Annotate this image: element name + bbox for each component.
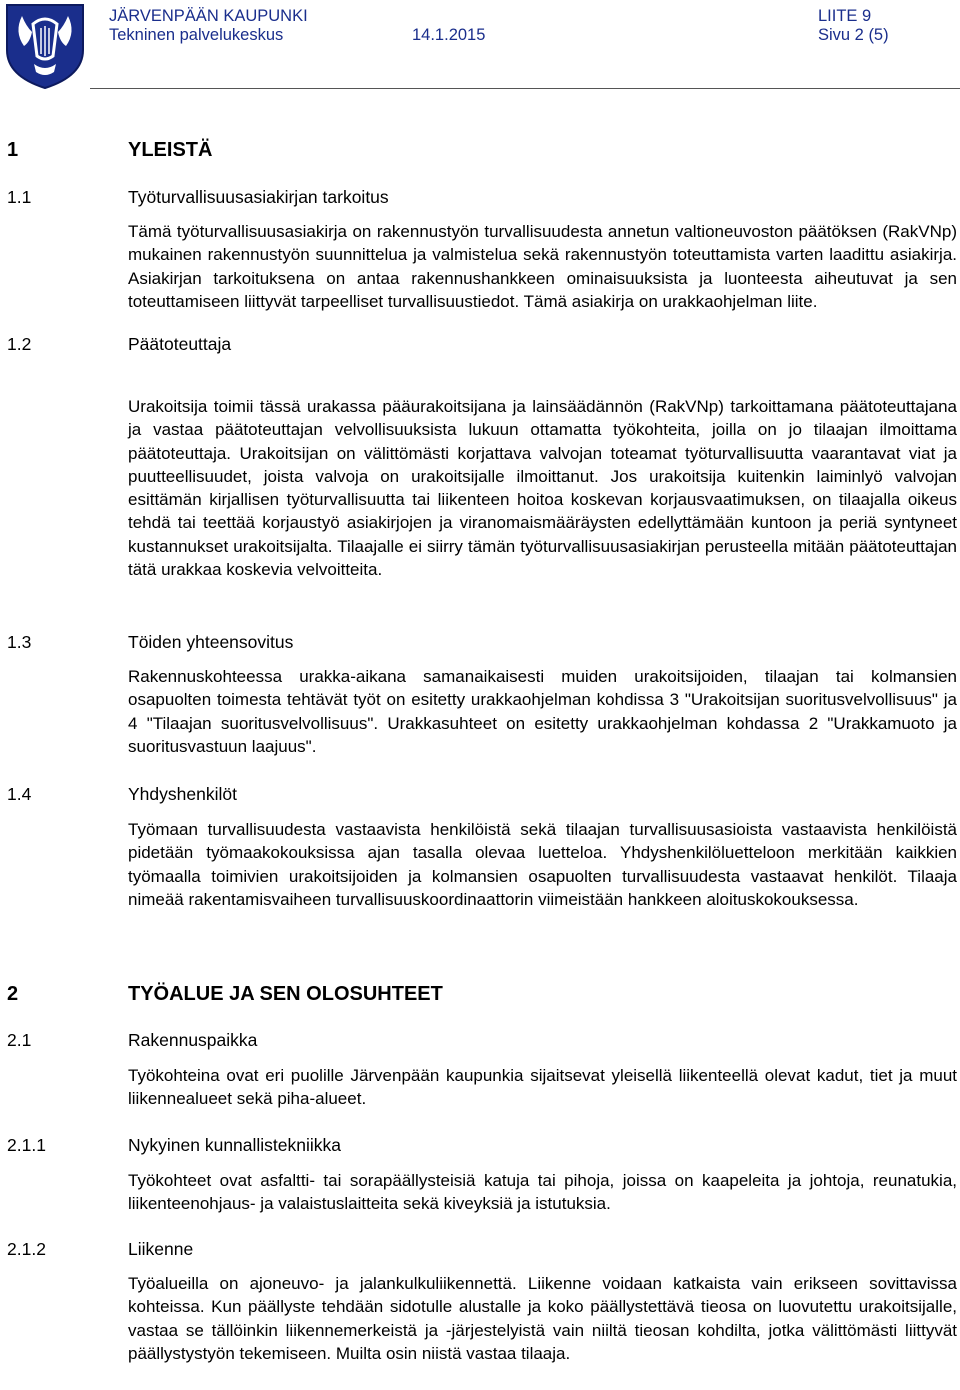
header-department: Tekninen palvelukeskus xyxy=(109,26,284,44)
section-title: TYÖALUE JA SEN OLOSUHTEET xyxy=(128,983,443,1005)
paragraph-2-1-2: Työalueilla on ajoneuvo- ja jalankulkuliikennettä. Liikenne voidaan katkaista vain erikseen sovittavissa kohteissa. Kun päällyste tehdään sidotulle alustalle ja koko päällystettävä tieosa on luovutettu urakoitsijalle, vastaa se tällöinkin liikennemerkeistä ja -järjestelyistä vain niiltä tieosan kohdilta, jotka välittömästi liittyvät päällystystyön tekemiseen. Muilta osin niistä vastaa tilaaja. xyxy=(128,1274,957,1363)
header-divider xyxy=(90,88,960,89)
section-number: 1.2 xyxy=(7,334,32,354)
section-title: Päätoteuttaja xyxy=(128,334,232,354)
section-number: 1 xyxy=(7,139,19,161)
section-number: 2.1 xyxy=(7,1030,32,1050)
header-date: 14.1.2015 xyxy=(412,26,486,44)
section-title: YLEISTÄ xyxy=(128,139,213,161)
section-number: 2.1.1 xyxy=(7,1135,46,1155)
section-title: Yhdyshenkilöt xyxy=(128,784,237,804)
section-number: 1.3 xyxy=(7,632,32,652)
section-title: Liikenne xyxy=(128,1239,194,1259)
section-number: 1.1 xyxy=(7,187,32,207)
section-title: Nykyinen kunnallistekniikka xyxy=(128,1135,342,1155)
section-number: 2 xyxy=(7,983,19,1005)
header-appendix: LIITE 9 xyxy=(818,7,872,25)
paragraph-1-2: Urakoitsija toimii tässä urakassa pääurakoitsijana ja lainsäädännön (RakVNp) tarkoittamana päätoteuttajana ja vastaa päätoteuttajan velvollisuuksista lukuun ottamatta työkohteita, joilla on jo tilaajan ilmoittama päätoteuttaja. Urakoitsijan on välittömästi korjattava valvojan toteamat työturvallisuutta vaarantavat viat ja puutteellisuudet, joista valvoja on urakoitsijalle ilmoittanut. Jos urakoitsija kuitenkin laiminlyö valvojan esittämän kirjallisen työturvallisuutta tai liikenteen hoitoa koskevan korjausvaatimuksen, on tilaajalla oikeus tehdä tai teettää korjaustyö asiakirjojen ja viranomaismääräysten edellyttämään kuntoon ja periä syntyneet kustannukset urakoitsijalta. Tilaajalle ei siirry tämän työturvallisuusasiakirjan perusteella mitään päätoteuttajan tätä urakkaa koskevia velvoitteita. xyxy=(128,397,957,580)
paragraph-2-1: Työkohteina ovat eri puolille Järvenpään kaupunkia sijaitsevat yleisellä liikenteellä olevat kadut, tiet ja muut liikennealueet sekä piha-alueet. xyxy=(128,1066,957,1109)
header-page-number: Sivu 2 (5) xyxy=(818,26,889,44)
section-number: 1.4 xyxy=(7,784,32,804)
paragraph-1-3: Rakennuskohteessa urakka-aikana samanaikaisesti muiden urakoitsijoiden, tilaajan tai kolmansien osapuolten toimesta tehtävät työt on esitetty urakkaohjelman kohdissa 3 "Urakoitsijan suoritusvelvollisuus" ja 4 "Tilaajan suoritusvelvollisuus". Urakkasuhteet on esitetty urakkaohjelman kohdassa 2 "Urakkamuoto ja suoritusvastuun laajuus". xyxy=(128,667,957,756)
section-title: Töiden yhteensovitus xyxy=(128,632,294,652)
section-title: Työturvallisuusasiakirjan tarkoitus xyxy=(128,187,389,207)
city-crest-logo xyxy=(4,2,86,90)
paragraph-2-1-1: Työkohteet ovat asfaltti- tai sorapäällysteisiä katuja tai pihoja, joissa on kaapeleita ja johtoja, reunatukia, liikenteenohjaus- ja valaistuslaitteita sekä kiveyksiä ja istutuksia. xyxy=(128,1171,957,1214)
section-title: Rakennuspaikka xyxy=(128,1030,258,1050)
paragraph-1-1: Tämä työturvallisuusasiakirja on rakennustyön turvallisuudesta annetun valtioneuvoston päätöksen (RakVNp) mukainen rakennustyön suunnittelua ja valmistelua sekä rakennustyön toteuttamista varten laadittu asiakirja. Asiakirjan tarkoituksena on antaa rakennushankkeen ominaisuuksista ja luonteesta aiheutuvat ja sen toteuttamiseen liittyvät tarpeelliset turvallisuustiedot. Tämä asiakirja on urakkaohjelman liite. xyxy=(128,222,957,311)
paragraph-1-4: Työmaan turvallisuudesta vastaavista henkilöistä sekä tilaajan turvallisuusasioista vastaavista henkilöistä pidetään työmaakokouksissa ajan tasalla olevaa luetteloa. Yhdyshenkilöluetteloon merkitään kaikkien työmaalla toimivien urakoitsijoiden ja kolmansien osapuolten turvallisuudesta vastaavat henkilöt. Tilaaja nimeää rakentamisvaiheen turvallisuuskoordinaattorin viimeistään hankkeen aloituskokouksessa. xyxy=(128,820,957,909)
header-org: JÄRVENPÄÄN KAUPUNKI xyxy=(109,7,308,25)
section-number: 2.1.2 xyxy=(7,1239,46,1259)
